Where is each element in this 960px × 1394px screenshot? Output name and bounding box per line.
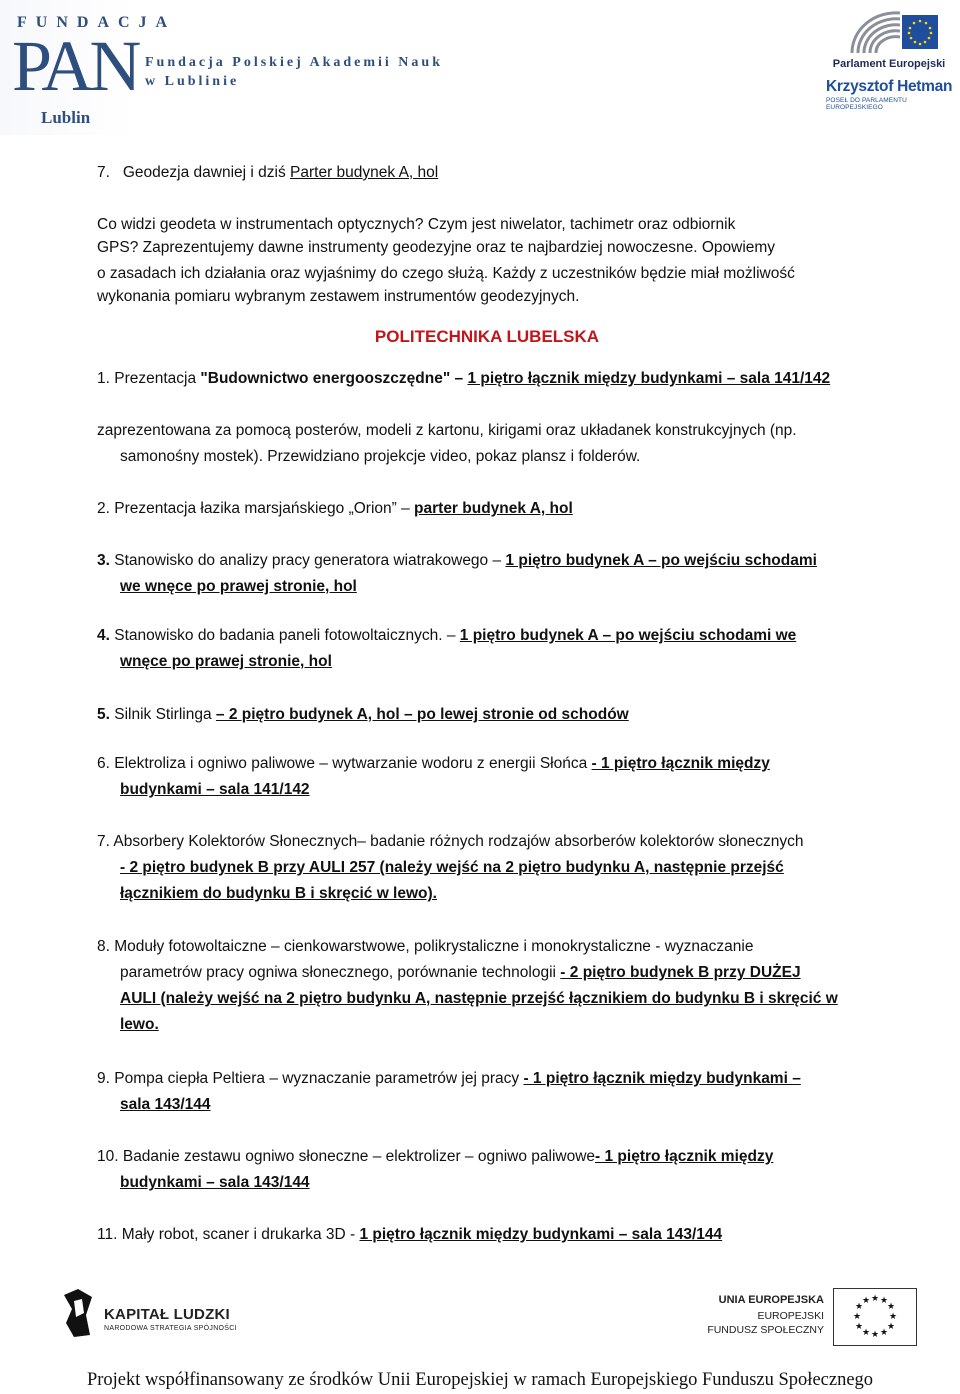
foundation-name: Fundacja Polskiej Akademii Nauk w Lublinie	[145, 55, 443, 89]
item-5: 5. Silnik Stirlinga – 2 piętro budynek A, hol – po lewej stronie od schodów	[97, 706, 629, 723]
item-2: 2. Prezentacja łazika marsjańskiego „Orion” – parter budynek A, hol	[97, 500, 573, 517]
item-10: 10. Badanie zestawu ogniwo słoneczne – elektrolizer – ogniwo paliwowe- 1 piętro łącznik między	[97, 1148, 774, 1165]
svg-text:★: ★	[888, 1312, 898, 1322]
item-4-location: 1 piętro budynek A – po wejściu schodami we	[459, 627, 797, 644]
item-4: 4. Stanowisko do badania paneli fotowoltaicznych. – 1 piętro budynek A – po wejściu schodami we	[97, 627, 797, 644]
european-parliament-logo	[848, 5, 940, 65]
item-7-location: - 2 piętro budynek B przy AULI 257 (należy wejść na 2 piętro budynku A, następnie przejść	[120, 859, 784, 876]
item-8-location-end: lewo.	[120, 1016, 159, 1033]
pan-logo-mark: PAN	[12, 26, 138, 106]
item-7-location-cont: łącznikiem do budynku B i skręcić w lewo).	[120, 885, 437, 902]
svg-text:★: ★	[854, 1322, 864, 1332]
item-9: 9. Pompa ciepła Peltiera – wyznaczanie parametrów jej pracy - 1 piętro łącznik między budynkami –	[97, 1070, 801, 1087]
kapital-ludzki-title: KAPITAŁ LUDZKI	[104, 1306, 230, 1323]
item-11: 11. Mały robot, scaner i drukarka 3D - 1 piętro łącznik między budynkami – sala 143/144	[97, 1226, 723, 1243]
section-7-line3: o zasadach ich działania oraz wyjaśnimy do czego służą. Każdy z uczestników będzie miał możliwość	[97, 265, 795, 282]
item-2-location: parter budynek A, hol	[414, 500, 573, 517]
item-10-location: - 1 piętro łącznik między	[595, 1148, 774, 1165]
item-11-location: 1 piętro łącznik między budynkami – sala 143/144	[359, 1226, 723, 1243]
item-6-location-cont: budynkami – sala 141/142	[120, 781, 310, 798]
item-5-location: – 2 piętro budynek A, hol – po lewej stronie od schodów	[215, 706, 629, 723]
item-3: 3. Stanowisko do analizy pracy generatora wiatrakowego – 1 piętro budynek A – po wejściu schodami	[97, 552, 817, 569]
svg-text:★: ★	[886, 1322, 896, 1332]
svg-text:★: ★	[870, 1294, 880, 1304]
section-7-line2: GPS? Zaprezentujemy dawne instrumenty geodezyjne oraz te najbardziej nowoczesne. Opowiemy	[97, 239, 776, 256]
item-1-desc1: zaprezentowana za pomocą posterów, modeli z kartonu, kirigami oraz układanek konstrukcyjnych (np.	[97, 422, 797, 439]
item-7: 7. Absorbery Kolektorów Słonecznych– badanie różnych rodzajów absorberów kolektorów słonecznych	[97, 833, 804, 850]
pan-logo-city: Lublin	[41, 108, 91, 127]
section-7-location: Parter budynek A, hol	[290, 164, 439, 181]
institution-heading: POLITECHNIKA LUBELSKA	[374, 327, 600, 346]
item-1-location: 1 piętro łącznik między budynkami – sala 141/142	[467, 370, 831, 387]
item-6-location: - 1 piętro łącznik między	[591, 755, 770, 772]
item-8-line2: parametrów pracy ogniwa słonecznego, porównanie technologii - 2 piętro budynek B przy DUŻEJ	[120, 964, 801, 981]
mep-name: Krzysztof Hetman	[826, 78, 953, 95]
eu-subtitle-1: EUROPEJSKI	[757, 1310, 824, 1322]
eu-flag-icon	[833, 1288, 917, 1346]
svg-text:★: ★	[879, 1296, 889, 1306]
kapital-ludzki-subtitle: NARODOWA STRATEGIA SPÓJNOŚCI	[104, 1325, 237, 1332]
project-footer: Projekt współfinansowany ze środków Unii Europejskiej w ramach Europejskiego Funduszu Społecznego	[86, 1370, 874, 1390]
svg-text:★: ★	[886, 1302, 896, 1312]
item-9-location-cont: sala 143/144	[120, 1096, 211, 1113]
svg-text:★: ★	[879, 1328, 889, 1338]
svg-text:★: ★	[861, 1296, 871, 1306]
section-7-heading: 7. Geodezja dawniej i dziś Parter budynek A, hol	[97, 164, 439, 181]
svg-text:★: ★	[854, 1302, 864, 1312]
item-10-location-cont: budynkami – sala 143/144	[120, 1174, 310, 1191]
eu-title: UNIA EUROPEJSKA	[718, 1294, 824, 1306]
european-parliament-label: Parlament Europejski	[832, 58, 946, 70]
mep-subtitle: POSEŁ DO PARLAMENTU EUROPEJSKIEGO	[826, 97, 907, 111]
item-1-desc2: samonośny mostek). Przewidziano projekcje video, pokaz plansz i folderów.	[120, 448, 641, 465]
item-3-location-cont: we wnęce po prawej stronie, hol	[120, 578, 357, 595]
svg-text:★: ★	[852, 1312, 862, 1322]
item-4-location-cont: wnęce po prawej stronie, hol	[120, 653, 332, 670]
pan-logo-top: FUNDACJA	[17, 14, 177, 31]
pan-logo	[0, 0, 177, 135]
item-8-location-cont: AULI (należy wejść na 2 piętro budynku A, następnie przejść łącznikiem do budynku B i skręcić w	[120, 990, 838, 1007]
item-9-location: - 1 piętro łącznik między budynkami –	[523, 1070, 801, 1087]
item-8-line1: 8. Moduły fotowoltaiczne – cienkowarstwowe, polikrystaliczne i monokrystaliczne - wyznaczanie	[97, 938, 754, 955]
section-7-line4: wykonania pomiaru wybranym zestawem instrumentów geodezyjnych.	[97, 288, 580, 305]
item-1-heading: 1. Prezentacja "Budownictwo energooszczędne" – 1 piętro łącznik między budynkami – sala 141/142	[97, 370, 831, 387]
item-3-location: 1 piętro budynek A – po wejściu schodami	[505, 552, 817, 569]
eu-subtitle-2: FUNDUSZ SPOŁECZNY	[707, 1324, 824, 1336]
svg-text:★: ★	[870, 1330, 880, 1340]
section-7-line1: Co widzi geodeta w instrumentach optycznych? Czym jest niwelator, tachimetr oraz odbiornik	[97, 216, 736, 233]
kapital-ludzki-logo	[60, 1287, 96, 1339]
item-8-location: - 2 piętro budynek B przy DUŻEJ	[560, 964, 801, 981]
svg-text:★: ★	[861, 1328, 871, 1338]
item-6: 6. Elektroliza i ogniwo paliwowe – wytwarzanie wodoru z energii Słońca - 1 piętro łącznik między	[97, 755, 770, 772]
